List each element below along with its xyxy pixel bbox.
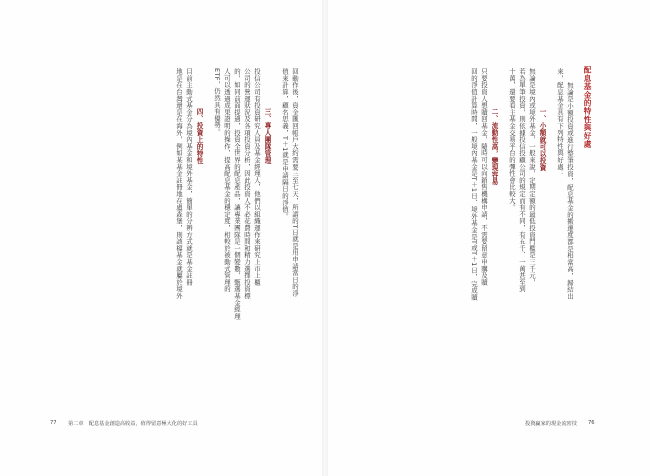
point-3-line-3: 的，如同前面提過，投資全世界的配息產品，讓專業團隊是一個變數，甄選基金經理 — [233, 68, 241, 320]
point-2-line-1: 只要投資人想贖回基金，隨時可以向銷售機構申請，不需要留意申購及贖 — [480, 68, 488, 286]
left-running-head: 第二章 配息基金創造高收益，值得留意極大化的好工具 — [68, 421, 198, 427]
point-3-heading: 三、專人團隊管理 — [263, 108, 271, 164]
point-1-line-3: 十萬，還要看主基金交易平台的彈性會比較大。 — [508, 68, 516, 211]
section-title: 配息基金的特性與好處 — [583, 66, 592, 148]
point-1-heading: 一、小額就可以投資 — [538, 108, 546, 171]
point-1-line-2: 若為單筆投資，則依據投信投顧公司的規定而有不同，有五千、一萬甚至到 — [518, 68, 526, 293]
continuation-line-2: 值來計算，顧名思義，T＋1就是申請隔日的淨值。 — [281, 68, 289, 220]
point-4-line-2: 地是在台灣還是在海外，例如某基金註冊地在盧森堡，則該檔基金就屬於境外 — [175, 68, 183, 300]
point-2-heading: 二、流動性高，變現容易 — [490, 108, 498, 185]
point-3-line-5: ETF，仍然具有優勢。 — [213, 68, 221, 136]
point-2-line-2: 回的淨值計算時間，一般境內基金是T＋1日、境外基金是T或T＋1日，完成贖 — [470, 68, 478, 301]
point-4-heading: 四、投資上的特性 — [195, 108, 203, 164]
left-page-number: 77 — [50, 420, 57, 426]
continuation-line-1: 回動作後，資金匯回帳戶大約需要三至七天，所謂的T日就是用申請當日的淨 — [291, 68, 299, 297]
point-4-line-1: 目前主動式基金分為境內基金和境外基金，簡單的分辨方式就是基金註冊 — [185, 68, 193, 286]
point-1-line-1: 無論是境內或境外基金，一般來說，定期定額的最低投資門檻是三千元， — [528, 68, 536, 286]
right-page — [325, 0, 650, 476]
right-running-head: 投資贏家的現金流密技 — [525, 421, 577, 427]
point-3-line-4: 人可以透過成果證明的操作，提高配息基金的穩定度，相較於被動式管理的 — [223, 68, 231, 293]
intro-line-1: 無論是小額投資或進行整筆投資，配息基金的搬遷度都是相當高，歸結出 — [566, 82, 574, 300]
right-page-number: 76 — [588, 420, 595, 426]
point-3-line-1: 投信公司有投資研究人員及基金經理人，他們以組織運作來研究上市上櫃 — [253, 68, 261, 286]
intro-line-2: 來，配息基金具有下列特性與好處： — [556, 68, 564, 177]
point-3-line-2: 公司的營運狀況及各項投資分析，因此投資人不必花費時間和精力選擇投資標 — [243, 68, 251, 300]
